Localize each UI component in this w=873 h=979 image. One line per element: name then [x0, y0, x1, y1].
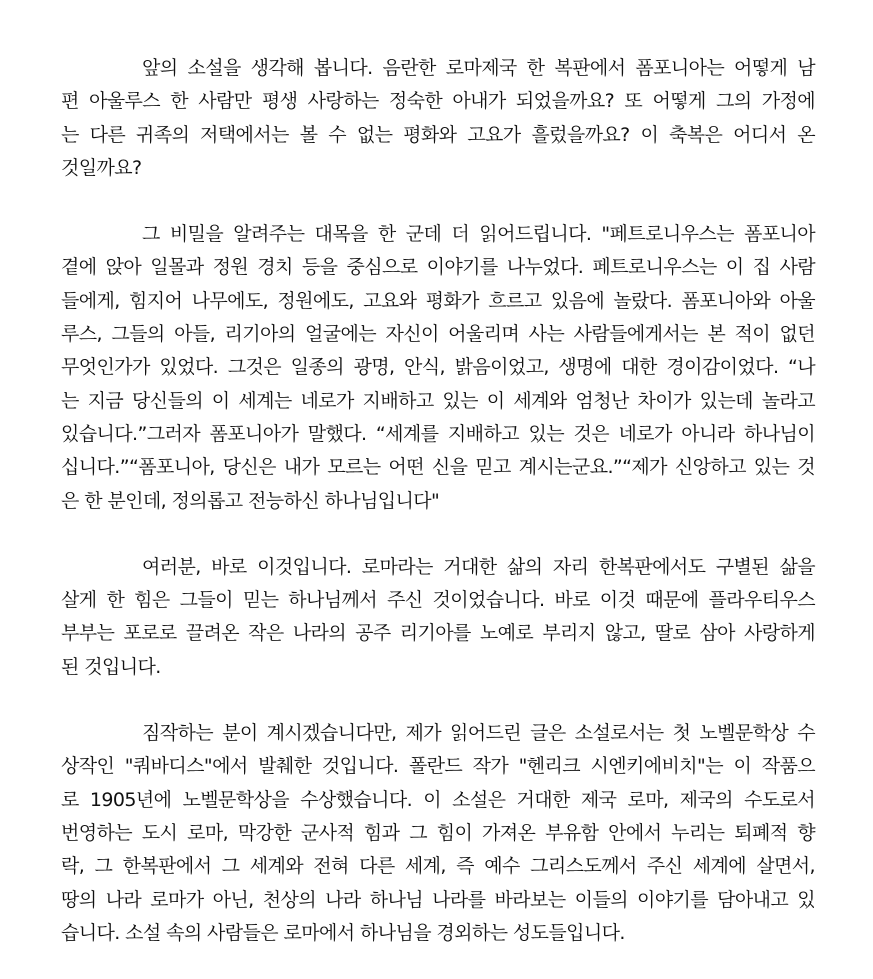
text-line: 그 비밀을 알려주는 대목을 한 군데 더 읽어드립니다. "페트로니우스는 폼포니아 [142, 223, 815, 246]
text-line: 것일까요? [61, 156, 142, 179]
text-line: 루스, 그들의 아들, 리기아의 얼굴에는 자신이 어울리며 사는 사람들에게서는 본 적이 없던 [61, 323, 815, 346]
text-line: 는 지금 당신들의 이 세계는 네로가 지배하고 있는 이 세계와 엄청난 차이가 있는데 놀라고 [61, 389, 815, 412]
text-line: 로 1905년에 노벨문학상을 수상했습니다. 이 소설은 거대한 제국 로마, 제국의 수도로서 [61, 788, 815, 811]
text-line: 곁에 앉아 일몰과 정원 경치 등을 중심으로 이야기를 나누었다. 페트로니우스는 이 집 사람 [61, 256, 815, 279]
text-line: 번영하는 도시 로마, 막강한 군사적 힘과 그 힘이 가져온 부유함 안에서 누리는 퇴폐적 향 [61, 821, 815, 844]
paragraph-1 [61, 52, 815, 185]
text-line: 은 한 분인데, 정의롭고 전능하신 하나님입니다" [61, 489, 440, 512]
paragraph-4 [61, 717, 815, 950]
text-line: 편 아울루스 한 사람만 평생 사랑하는 정숙한 아내가 되었을까요? 또 어떻게 그의 가정에 [61, 90, 815, 113]
text-line: 앞의 소설을 생각해 봅니다. 음란한 로마제국 한 복판에서 폼포니아는 어떻게 남 [142, 57, 815, 79]
text-line: 여러분, 바로 이것입니다. 로마라는 거대한 삶의 자리 한복판에서도 구별된 삶을 [142, 555, 815, 578]
text-line: 무엇인가가 있었다. 그것은 일종의 광명, 안식, 밝음이었고, 생명에 대한 경이감이었다. “나 [61, 356, 815, 379]
text-line: 습니다. 소설 속의 사람들은 로마에서 하나님을 경외하는 성도들입니다. [61, 921, 625, 944]
text-line: 된 것입니다. [61, 655, 161, 678]
text-line: 짐작하는 분이 계시겠습니다만, 제가 읽어드린 글은 소설로서는 첫 노벨문학상 수 [142, 722, 815, 745]
text-line: 있습니다.”그러자 폼포니아가 말했다. “세계를 지배하고 있는 것은 네로가 아니라 하나님이 [61, 422, 815, 445]
text-line: 락, 그 한복판에서 그 세계와 전혀 다른 세계, 즉 예수 그리스도께서 주신 세계에 살면서, [61, 855, 815, 878]
text-line: 상작인 "쿼바디스"에서 발췌한 것입니다. 폴란드 작가 "헨리크 시엔키에비치"는 이 작품으 [61, 755, 815, 778]
text-line: 십니다.”“폼포니아, 당신은 내가 모르는 어떤 신을 믿고 계시는군요.”“제가 신앙하고 있는 것 [61, 456, 815, 479]
text-line: 땅의 나라 로마가 아닌, 천상의 나라 하나님 나라를 바라보는 이들의 이야기를 담아내고 있 [61, 888, 815, 911]
text-line: 부부는 포로로 끌려온 작은 나라의 공주 리기아를 노예로 부리지 않고, 딸로 삼아 사랑하게 [61, 622, 815, 645]
text-line: 는 다른 귀족의 저택에서는 볼 수 없는 평화와 고요가 흘렀을까요? 이 축복은 어디서 온 [61, 123, 815, 146]
paragraph-3 [61, 551, 815, 684]
paragraph-2 [61, 218, 815, 518]
text-line: 살게 한 힘은 그들이 믿는 하나님께서 주신 것이었습니다. 바로 이것 때문에 플라우티우스 [61, 589, 815, 612]
text-line: 들에게, 힘지어 나무에도, 정원에도, 고요와 평화가 흐르고 있음에 놀랐다. 폼포니아와 아울 [61, 289, 815, 312]
